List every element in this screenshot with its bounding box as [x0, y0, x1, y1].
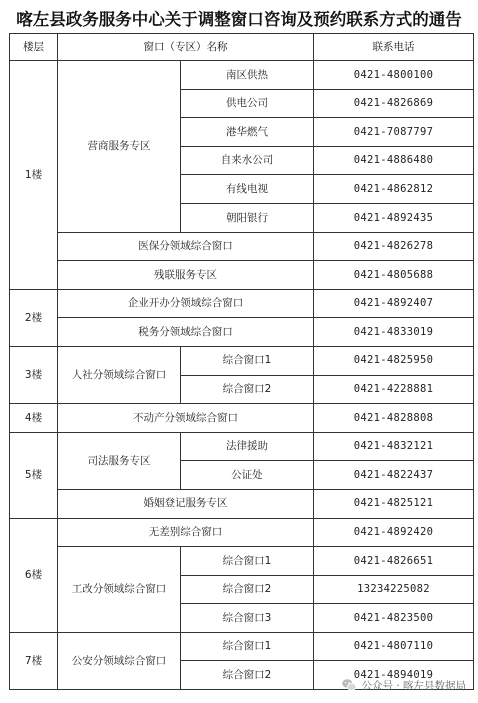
window-cell: 综合窗口1: [181, 346, 314, 375]
table-row: [10, 518, 474, 547]
phone-cell: 13234225082: [314, 575, 474, 604]
header-phone: 联系电话: [314, 34, 474, 61]
floor-cell: 4楼: [10, 404, 58, 433]
area-cell: 不动产分领域综合窗口: [58, 404, 314, 433]
table-row: [10, 404, 474, 433]
phone-cell: 0421-4822437: [314, 461, 474, 490]
table-row: [10, 547, 474, 576]
phone-cell: 0421-7087797: [314, 118, 474, 147]
table-row: [10, 261, 474, 290]
window-cell: 综合窗口2: [181, 575, 314, 604]
table-row: [10, 346, 474, 375]
phone-cell: 0421-4886480: [314, 146, 474, 175]
floor-cell: 3楼: [10, 346, 58, 403]
floor-cell: 6楼: [10, 518, 58, 632]
area-cell: 税务分领域综合窗口: [58, 318, 314, 347]
phone-cell: 0421-4228881: [314, 375, 474, 404]
table-row: [10, 318, 474, 347]
phone-cell: 0421-4807110: [314, 632, 474, 661]
window-cell: 朝阳银行: [181, 203, 314, 232]
phone-cell: 0421-4892435: [314, 203, 474, 232]
header-window: 窗口（专区）名称: [58, 34, 314, 61]
floor-cell: 5楼: [10, 432, 58, 518]
floor-cell: 7楼: [10, 632, 58, 689]
floor-cell: 2楼: [10, 289, 58, 346]
area-cell: 公安分领域综合窗口: [58, 632, 181, 689]
phone-cell: 0421-4805688: [314, 261, 474, 290]
window-cell: 公证处: [181, 461, 314, 490]
watermark: [341, 677, 466, 693]
phone-cell: 0421-4825950: [314, 346, 474, 375]
phone-cell: 0421-4800100: [314, 61, 474, 90]
table-row: [10, 432, 474, 461]
area-cell: 营商服务专区: [58, 61, 181, 233]
wechat-icon: [341, 677, 357, 693]
phone-cell: 0421-4826869: [314, 89, 474, 118]
window-cell: 综合窗口3: [181, 604, 314, 633]
area-cell: 工改分领域综合窗口: [58, 547, 181, 633]
area-cell: 人社分领域综合窗口: [58, 346, 181, 403]
window-cell: 港华燃气: [181, 118, 314, 147]
area-cell: 企业开办分领域综合窗口: [58, 289, 314, 318]
window-cell: 有线电视: [181, 175, 314, 204]
window-cell: 南区供热: [181, 61, 314, 90]
phone-cell: 0421-4833019: [314, 318, 474, 347]
table-row: [10, 61, 474, 90]
page-title: 喀左县政务服务中心关于调整窗口咨询及预约联系方式的通告: [16, 10, 462, 29]
phone-cell: 0421-4894019: [314, 661, 474, 690]
area-cell: 无差别综合窗口: [58, 518, 314, 547]
phone-cell: 0421-4826278: [314, 232, 474, 261]
phone-cell: 0421-4826651: [314, 547, 474, 576]
window-cell: 综合窗口1: [181, 547, 314, 576]
table-row: [10, 232, 474, 261]
window-cell: 综合窗口2: [181, 661, 314, 690]
window-cell: 供电公司: [181, 89, 314, 118]
phone-cell: 0421-4832121: [314, 432, 474, 461]
table-row: [10, 632, 474, 661]
area-cell: 残联服务专区: [58, 261, 314, 290]
table-row: [10, 289, 474, 318]
area-cell: 司法服务专区: [58, 432, 181, 489]
window-cell: 综合窗口1: [181, 632, 314, 661]
window-cell: 自来水公司: [181, 146, 314, 175]
contact-table: [9, 33, 474, 690]
phone-cell: 0421-4825121: [314, 489, 474, 518]
floor-cell: 1楼: [10, 61, 58, 290]
header-floor: 楼层: [10, 34, 58, 61]
area-cell: 医保分领域综合窗口: [58, 232, 314, 261]
phone-cell: 0421-4862812: [314, 175, 474, 204]
phone-cell: 0421-4892420: [314, 518, 474, 547]
watermark-text: 公众号 · 喀左县数据局: [361, 679, 466, 692]
phone-cell: 0421-4823500: [314, 604, 474, 633]
table-row: [10, 489, 474, 518]
window-cell: 综合窗口2: [181, 375, 314, 404]
phone-cell: 0421-4892407: [314, 289, 474, 318]
window-cell: 法律援助: [181, 432, 314, 461]
area-cell: 婚姻登记服务专区: [58, 489, 314, 518]
phone-cell: 0421-4828808: [314, 404, 474, 433]
table-header-row: [10, 34, 474, 61]
